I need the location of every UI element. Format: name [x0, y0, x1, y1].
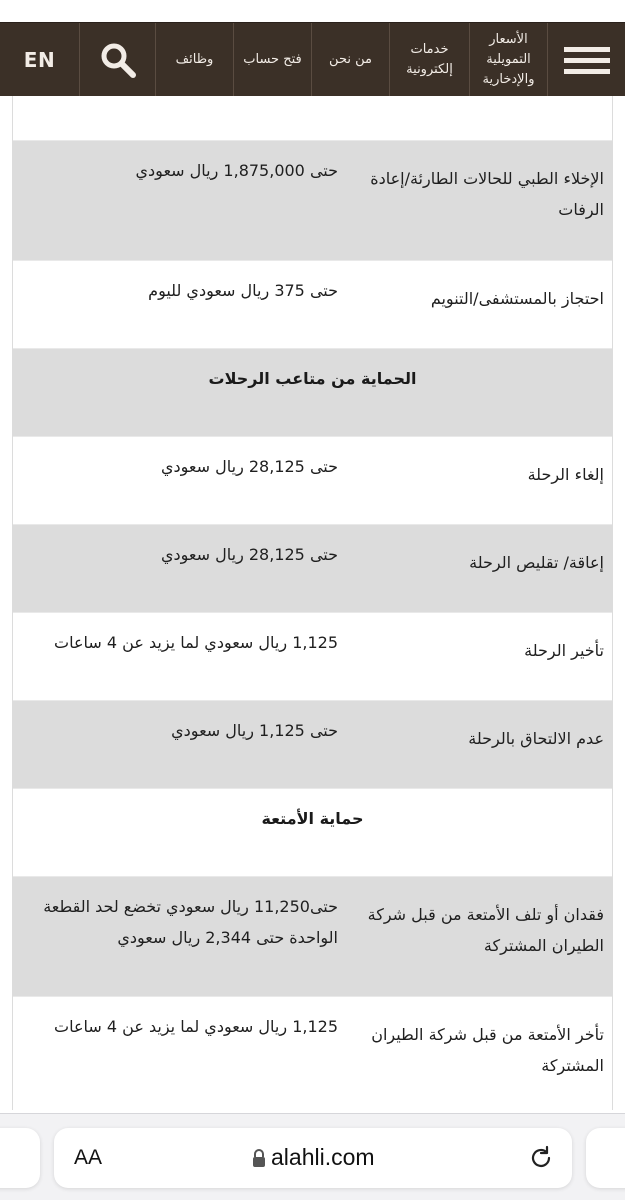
benefit-value: حتى 28,125 ريال سعودي: [160, 457, 338, 476]
benefit-value: حتى11,250 ريال سعودي تخضع لحد القطعة الواحدة حتى 2,344 ريال سعودي: [43, 897, 338, 948]
nav-eservices-label: خدمات إلكترونية: [406, 41, 453, 77]
table-row: [13, 261, 612, 349]
address-bar[interactable]: [54, 1128, 572, 1188]
nav-eservices-link[interactable]: [390, 23, 470, 97]
top-navigation-bar: [0, 22, 625, 96]
table-row: [13, 525, 612, 613]
language-toggle-button[interactable]: [0, 23, 80, 97]
table-row: [13, 613, 612, 701]
benefit-value: حتى 375 ريال سعودي لليوم: [148, 281, 338, 300]
table-row: [13, 437, 612, 525]
benefit-value: حتى 28,125 ريال سعودي: [160, 545, 338, 564]
search-icon: [99, 41, 137, 79]
nav-open-account-link[interactable]: [234, 23, 312, 97]
section-header-baggage: [13, 789, 612, 877]
benefit-value: 1,125 ريال سعودي لما يزيد عن 4 ساعات: [54, 1017, 338, 1036]
nav-open-account-label: فتح حساب: [243, 51, 302, 67]
benefit-label: تأخر الأمتعة من قبل شركة الطيران المشتركة: [371, 1025, 604, 1076]
previous-tab-preview[interactable]: [0, 1128, 40, 1188]
table-row: [13, 141, 612, 261]
section-title: حماية الأمتعة: [261, 809, 364, 828]
table-row: [13, 997, 612, 1110]
language-toggle-label: EN: [23, 48, 56, 72]
benefits-table: [12, 96, 613, 1110]
text-size-button[interactable]: [74, 1146, 102, 1170]
next-tab-preview[interactable]: [586, 1128, 625, 1188]
lock-icon: [252, 1148, 266, 1168]
benefit-label: عدم الالتحاق بالرحلة: [468, 729, 604, 748]
nav-rates-label: الأسعار التمويلية والإدخارية: [482, 31, 535, 88]
nav-jobs-link[interactable]: [156, 23, 234, 97]
benefit-label: احتجاز بالمستشفى/التنويم: [430, 289, 604, 308]
benefit-value: حتى 1,125 ريال سعودي: [171, 721, 338, 740]
nav-rates-link[interactable]: [470, 23, 548, 97]
benefit-value: 1,125 ريال سعودي لما يزيد عن 4 ساعات: [54, 633, 338, 652]
nav-about-link[interactable]: [312, 23, 390, 97]
section-title: الحماية من متاعب الرحلات: [208, 369, 417, 388]
table-row-spacer: [13, 96, 612, 141]
url-text: alahli.com: [271, 1144, 375, 1170]
text-size-label: AA: [74, 1146, 103, 1169]
url-display[interactable]: [252, 1144, 375, 1171]
benefit-value: حتى 1,875,000 ريال سعودي: [135, 161, 338, 180]
benefit-label: إلغاء الرحلة: [527, 465, 604, 484]
reload-icon[interactable]: [528, 1145, 554, 1171]
benefit-label: تأخير الرحلة: [524, 641, 604, 660]
browser-toolbar: [0, 1113, 625, 1200]
table-row: [13, 701, 612, 789]
benefit-label: الإخلاء الطبي للحالات الطارئة/إعادة الرفات: [370, 169, 604, 220]
search-button[interactable]: [80, 23, 156, 97]
nav-about-label: من نحن: [329, 51, 372, 67]
menu-button[interactable]: [548, 23, 625, 97]
benefit-label: فقدان أو تلف الأمتعة من قبل شركة الطيران المشتركة: [367, 905, 604, 956]
benefit-label: إعاقة/ تقليص الرحلة: [469, 553, 604, 572]
section-header-travel: [13, 349, 612, 437]
nav-jobs-label: وظائف: [175, 51, 214, 67]
hamburger-menu-icon: [564, 41, 610, 80]
table-row: [13, 877, 612, 997]
